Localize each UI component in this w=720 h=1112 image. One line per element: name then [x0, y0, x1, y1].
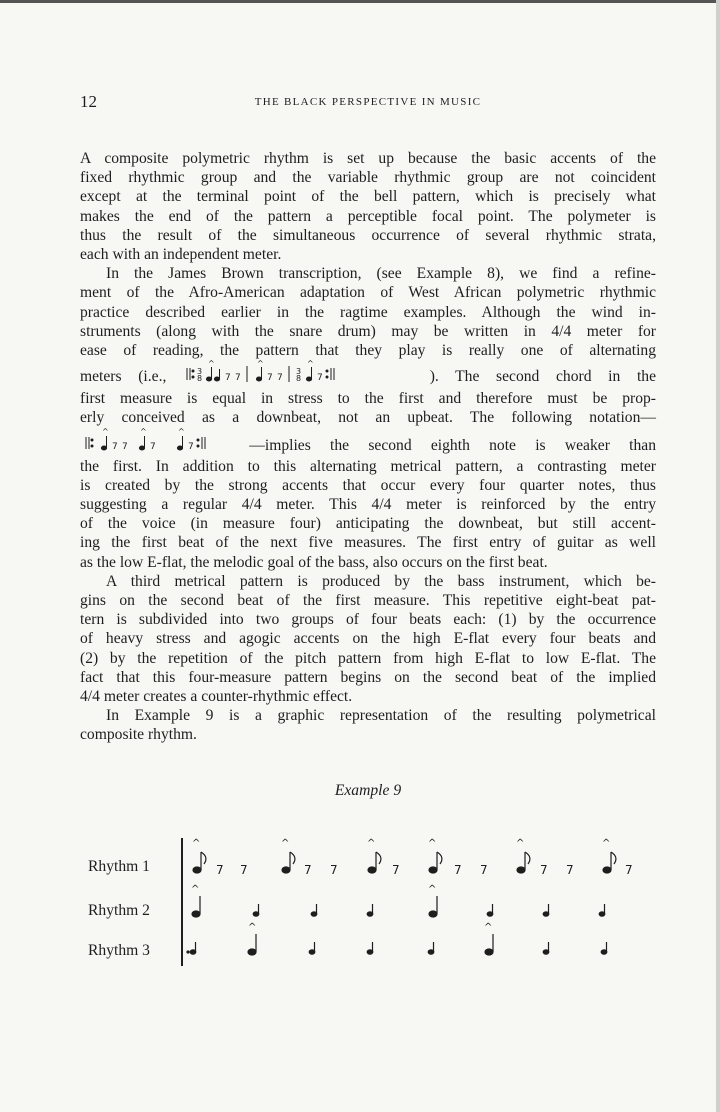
svg-text:7: 7 [454, 863, 462, 877]
scan-edge-top [0, 0, 720, 3]
svg-text:^: ^ [484, 922, 493, 933]
text-line: the first. In addition to this alternating metrical pattern, a contrasting meter [80, 457, 656, 475]
svg-text:7: 7 [480, 863, 488, 877]
svg-text:^: ^ [191, 884, 200, 895]
text-line: each with an independent meter. [80, 246, 282, 264]
svg-text:^: ^ [248, 922, 257, 933]
alternating-meter-notation-svg [183, 360, 403, 384]
implies-text: —implies the second eighth note is weaker than [249, 436, 656, 454]
text-line: ease of reading, the pattern that they play is really one of alternating [80, 342, 656, 360]
svg-text:^: ^ [428, 838, 437, 849]
paragraph-2 [80, 264, 656, 572]
meters-suffix: ). The second chord in the [429, 368, 656, 386]
svg-text:3: 3 [296, 367, 304, 377]
text-line: composite rhythm. [80, 726, 197, 744]
svg-text:7: 7 [188, 441, 196, 452]
svg-text:3: 3 [197, 367, 205, 377]
text-line: of the voice (in measure four) anticipating the downbeat, but still accent- [80, 515, 656, 533]
paragraph-1 [80, 149, 656, 264]
svg-text:^: ^ [281, 838, 290, 849]
text-line: fact that this four-measure pattern begins on the second beat of the implied [80, 668, 656, 686]
rhythm-1-notes [192, 838, 633, 877]
svg-text:7: 7 [330, 863, 338, 877]
svg-text:^: ^ [192, 838, 201, 849]
svg-text:7: 7 [150, 441, 158, 452]
text-line: (2) by the repetition of the pitch pattern from high E-flat to low E-flat. The [80, 649, 656, 667]
paragraph-4 [80, 706, 656, 744]
text-line: practice described earlier in the ragtime examples. Although the wind in- [80, 303, 656, 321]
body-text [80, 149, 656, 745]
svg-text:7: 7 [267, 373, 275, 384]
text-line: tern is subdivided into two groups of four beats each: (1) by the occurrence [80, 611, 656, 629]
svg-text:^: ^ [307, 360, 316, 369]
svg-text:7: 7 [122, 441, 130, 452]
example-title: Example 9 [334, 782, 402, 799]
svg-text:7: 7 [392, 863, 400, 877]
svg-text:7: 7 [240, 863, 248, 877]
text-line: except at the terminal point of the bell pattern, which is precisely what [80, 188, 656, 206]
page-number: 12 [80, 92, 97, 111]
svg-text:^: ^ [178, 427, 187, 436]
text-line: makes the end of the pattern a perceptible focal point. The polymeter is [80, 207, 656, 225]
rhythm-label-3: Rhythm 3 [88, 942, 150, 959]
svg-text:7: 7 [216, 863, 224, 877]
rhythm-notation-svg [80, 830, 660, 970]
svg-text:^: ^ [516, 838, 525, 849]
text-line: In the James Brown transcription, (see Example 8), we find a refine- [106, 265, 656, 283]
svg-text:^: ^ [602, 838, 611, 849]
text-line: A third metrical pattern is produced by the bass instrument, which be- [106, 572, 656, 590]
rhythm-3-notes [187, 922, 607, 955]
svg-text:^: ^ [367, 838, 376, 849]
svg-text:7: 7 [277, 373, 285, 384]
eighth-note-notation-svg [80, 428, 230, 454]
svg-text:7: 7 [317, 373, 325, 384]
svg-text:8: 8 [197, 374, 205, 384]
text-line: struments (along with the snare drum) may be written in 4/4 meter for [80, 322, 656, 340]
svg-text:8: 8 [296, 374, 304, 384]
svg-text:7: 7 [625, 863, 633, 877]
svg-text:7: 7 [112, 441, 120, 452]
svg-text:7: 7 [225, 373, 233, 384]
svg-text:^: ^ [140, 427, 149, 436]
text-line: is created by the strong accents that occur every four quarter notes, thus [80, 476, 656, 494]
svg-text:^: ^ [102, 427, 111, 436]
rhythm-chart [80, 830, 660, 970]
text-line: 4/4 meter creates a counter-rhythmic effect. [80, 688, 353, 706]
text-line: suggesting a regular 4/4 meter. This 4/4 meter is reinforced by the entry [80, 496, 656, 514]
rhythm-2-notes [191, 884, 605, 917]
text-line: ing the first beat of the next five measures. The first entry of guitar as well [80, 534, 656, 552]
svg-text:7: 7 [235, 373, 243, 384]
page-header [80, 92, 656, 116]
text-line: fixed rhythmic group and the variable rhythmic group are not coincident [80, 169, 656, 187]
text-line: as the low E-flat, the melodic goal of the bass, also occurs on the first beat. [80, 553, 548, 571]
text-line: In Example 9 is a graphic representation of the resulting polymetrical [106, 707, 656, 725]
rhythm-label-2: Rhythm 2 [88, 902, 150, 919]
rhythm-label-1: Rhythm 1 [88, 858, 150, 875]
text-line: A composite polymetric rhythm is set up because the basic accents of the [80, 150, 656, 167]
alternating-meter-notation [183, 360, 413, 395]
paragraph-3 [80, 572, 656, 706]
svg-text:7: 7 [540, 863, 548, 877]
svg-text:^: ^ [428, 884, 437, 895]
meters-line [80, 360, 656, 389]
text-line: ment of the Afro-American adaptation of West African polymetric rhythmic [80, 284, 656, 302]
meters-prefix: meters (i.e., [80, 368, 167, 386]
running-head: THE BLACK PERSPECTIVE IN MUSIC [254, 96, 482, 108]
text-line: erly conceived as a downbeat, not an upbeat. The following notation— [80, 409, 656, 427]
text-line: thus the result of the simultaneous occurrence of several rhythmic strata, [80, 226, 656, 244]
text-line: gins on the second beat of the first measure. This repetitive eight-beat pat- [80, 592, 656, 610]
implies-line [80, 428, 656, 457]
text-line: first measure is equal in stress to the first and therefore must be prop- [80, 390, 656, 408]
svg-text:7: 7 [566, 863, 574, 877]
svg-text:7: 7 [304, 863, 312, 877]
scan-edge-right [716, 0, 720, 1112]
svg-text:^: ^ [257, 360, 266, 369]
svg-text:^: ^ [208, 360, 217, 369]
eighth-note-notation [80, 428, 230, 465]
text-line: of heavy stress and agogic accents on the high E-flat every four beats and [80, 630, 656, 648]
